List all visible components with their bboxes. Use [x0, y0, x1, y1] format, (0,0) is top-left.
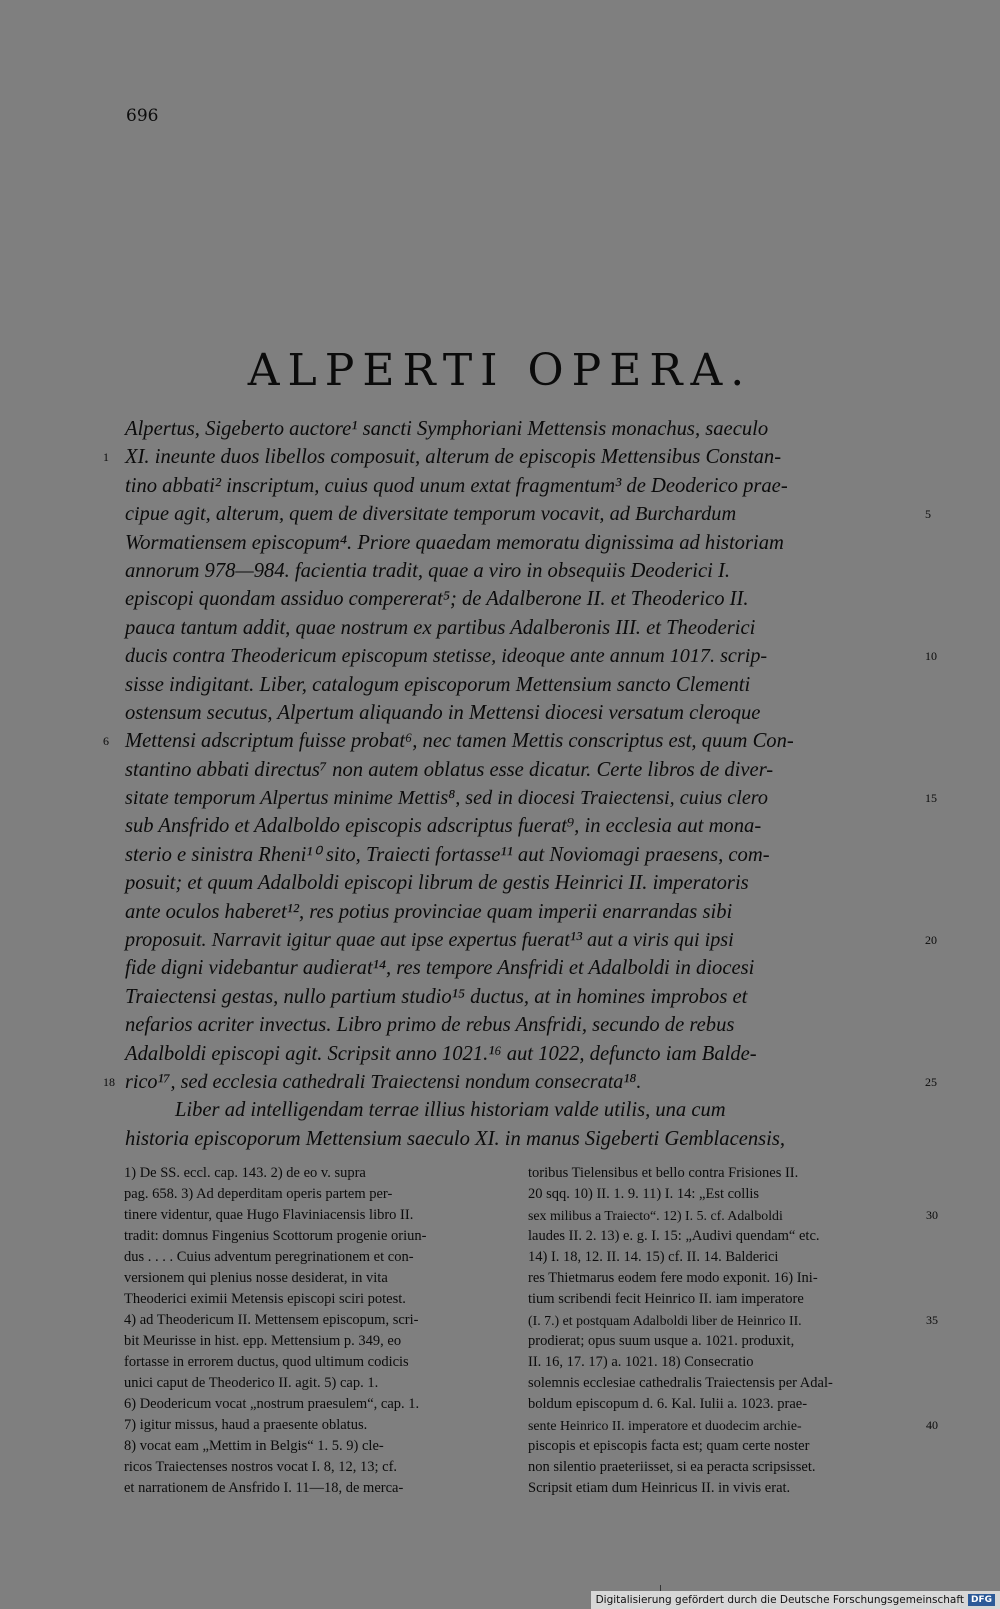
line-number: 10 [925, 649, 937, 664]
footnote-line: sex milibus a Traiecto“. 12) I. 5. cf. Adalboldi 30 [528, 1205, 920, 1226]
footnote-line: toribus Tielensibus et bello contra Frisiones II. [528, 1165, 799, 1181]
footnote-line: tradit: domnus Fingenius Scottorum progenie oriun- [124, 1228, 427, 1244]
line-number: 15 [925, 791, 937, 806]
text-line: sitate temporum Alpertus minime Mettis⁸, sed in diocesi Traiectensi, cuius clero 15 [125, 784, 920, 812]
footnote-line: II. 16, 17. 17) a. 1021. 18) Consecratio [528, 1354, 754, 1370]
footnote-line: prodierat; opus suum usque a. 1021. produxit, [528, 1333, 795, 1349]
footnote-line: fortasse in errorem ductus, quod ultimum codicis [124, 1354, 409, 1370]
footnote-line: laudes II. 2. 13) e. g. I. 15: „Audivi quendam“ etc. [528, 1228, 820, 1244]
footnote-line: tium scribendi fecit Heinrico II. iam imperatore [528, 1291, 804, 1307]
line-number: 6 [103, 734, 109, 749]
footnote-line: sente Heinrico II. imperatore et duodecim archie- 40 [528, 1415, 920, 1436]
text-line: fide digni videbantur audierat¹⁴, res tempore Ansfridi et Adalboldi in diocesi [125, 957, 755, 980]
footnote-line: 14) I. 18, 12. II. 14. 15) cf. II. 14. Balderici [528, 1249, 779, 1265]
line-number: 20 [925, 933, 937, 948]
footer-banner [591, 1591, 1000, 1609]
footnote-line: 20 sqq. 10) II. 1. 9. 11) I. 14: „Est collis [528, 1186, 760, 1202]
footnote-line: pag. 658. 3) Ad deperditam operis partem per- [124, 1186, 393, 1202]
footnote-line: bit Meurisse in hist. epp. Mettensium p. 349, eo [124, 1333, 402, 1349]
line-number: 35 [926, 1313, 938, 1327]
line-number: 30 [926, 1208, 938, 1222]
main-text [103, 415, 937, 1153]
footnote-line: 7) igitur missus, haud a praesente oblatus. [124, 1417, 368, 1433]
footnote-line: (I. 7.) et postquam Adalboldi liber de Heinrico II. 35 [528, 1310, 920, 1331]
text-line: sterio e sinistra Rheni¹⁰ sito, Traiecti fortasse¹¹ aut Noviomagi praesens, com- [125, 843, 770, 866]
text-line: annorum 978—984. facientia tradit, quae a viro in obsequiis Deoderici I. [125, 559, 730, 582]
footnote-line: 6) Deodericum vocat „nostrum praesulem“, cap. 1. [124, 1396, 420, 1412]
text-line: sub Ansfrido et Adalboldo episcopis adscriptus fuerat⁹, in ecclesia aut mona- [125, 815, 762, 838]
footnote-line: 1) De SS. eccl. cap. 143. 2) de eo v. supra [124, 1165, 366, 1181]
text-line: Traiectensi gestas, nullo partium studio¹⁵ ductus, at in homines improbos et [125, 985, 748, 1008]
footnote-line: tinere videntur, quae Hugo Flaviniacensis libro II. [124, 1207, 414, 1223]
text-line: XI. ineunte duos libellos composuit, alterum de episcopis Mettensibus Constan- 1 [125, 443, 920, 471]
footnote-line: Scripsit etiam dum Heinricus II. in vivis erat. [528, 1480, 791, 1496]
footnotes-left-column [124, 1163, 487, 1499]
footnote-line: versionem qui plenius nosse desiderat, in vita [124, 1270, 388, 1286]
footnote-line: 8) vocat eam „Mettim in Belgis“ 1. 5. 9) cle- [124, 1438, 384, 1454]
footnote-line: non silentio praeteriisset, si ea peracta scripsisset. [528, 1459, 816, 1475]
text-line: sisse indigitant. Liber, catalogum episcoporum Mettensium sancto Clementi [125, 673, 751, 696]
footnote-line: res Thietmarus eodem fere modo exponit. 16) Ini- [528, 1270, 818, 1286]
text-line: proposuit. Narravit igitur quae aut ipse expertus fuerat¹³ aut a viris qui ipsi 20 [125, 926, 920, 954]
footnote-line: unici caput de Theoderico II. agit. 5) cap. 1. [124, 1375, 379, 1391]
footnote-line: piscopis et episcopis facta est; quam certe noster [528, 1438, 810, 1454]
page-number: 696 [126, 106, 159, 126]
line-number: 1 [103, 450, 109, 465]
text-line: Liber ad intelligendam terrae illius historiam valde utilis, una cum [175, 1099, 726, 1122]
text-line: ostensum secutus, Alpertum aliquando in Mettensi diocesi versatum cleroque [125, 701, 761, 724]
footnotes-right-column [528, 1163, 938, 1499]
text-line: rico¹⁷, sed ecclesia cathedrali Traiectensi nondum consecrata¹⁸. 18 25 [125, 1068, 920, 1096]
text-line: tino abbati² inscriptum, cuius quod unum extat fragmentum³ de Deoderico prae- [125, 474, 788, 497]
text-line: episcopi quondam assiduo compererat⁵; de Adalberone II. et Theoderico II. [125, 588, 749, 611]
text-line: Alpertus, Sigeberto auctore¹ sancti Symphoriani Mettensis monachus, saeculo [125, 418, 769, 440]
footnote-line: boldum episcopum d. 6. Kal. Iulii a. 1023. prae- [528, 1396, 808, 1412]
text-line: posuit; et quum Adalboldi episcopi librum de gestis Heinrici II. imperatoris [125, 872, 749, 895]
footnote-line: dus . . . . Cuius adventum peregrinationem et con- [124, 1249, 414, 1265]
footnote-line: 4) ad Theodericum II. Mettensem episcopum, scri- [124, 1312, 419, 1328]
text-line: ducis contra Theodericum episcopum stetisse, ideoque ante annum 1017. scrip- 10 [125, 642, 920, 670]
text-line: Wormatiensem episcopum⁴. Priore quaedam memoratu dignissima ad historiam [125, 531, 784, 554]
footnote-line: solemnis ecclesiae cathedralis Traiectensis per Adal- [528, 1375, 833, 1391]
footnote-line: et narrationem de Ansfrido I. 11—18, de merca- [124, 1480, 404, 1496]
text-line: pauca tantum addit, quae nostrum ex partibus Adalberonis III. et Theoderici [125, 616, 756, 639]
line-number: 40 [926, 1418, 938, 1432]
line-number: 5 [925, 507, 931, 522]
text-line: nefarios acriter invectus. Libro primo de rebus Ansfridi, secundo de rebus [125, 1014, 735, 1037]
line-number: 18 [103, 1074, 115, 1089]
footnote-line: ricos Traiectenses nostros vocat I. 8, 12, 13; cf. [124, 1459, 398, 1475]
text-line: ante oculos haberet¹², res potius provinciae quam imperii enarrandas sibi [125, 900, 733, 923]
dfg-logo: DFG [968, 1594, 995, 1606]
text-line: stantino abbati directus⁷ non autem oblatus esse dicatur. Certe libros de diver- [125, 758, 774, 781]
footnote-line: Theoderici eximii Metensis episcopi sciri potest. [124, 1291, 406, 1307]
text-line: Mettensi adscriptum fuisse probat⁶, nec tamen Mettis conscriptus est, quum Con- 6 [125, 727, 920, 755]
text-line: historia episcoporum Mettensium saeculo XI. in manus Sigeberti Gemblacensis, [125, 1127, 786, 1150]
line-number: 25 [925, 1074, 937, 1089]
footer-text: Digitalisierung gefördert durch die Deutsche Forschungsgemeinschaft [595, 1594, 964, 1606]
text-line: Adalboldi episcopi agit. Scripsit anno 1021.¹⁶ aut 1022, defuncto iam Balde- [125, 1042, 757, 1065]
page-title: ALPERTI OPERA. [247, 345, 753, 397]
text-line: cipue agit, alterum, quem de diversitate temporum vocavit, ad Burchardum 5 [125, 500, 920, 528]
